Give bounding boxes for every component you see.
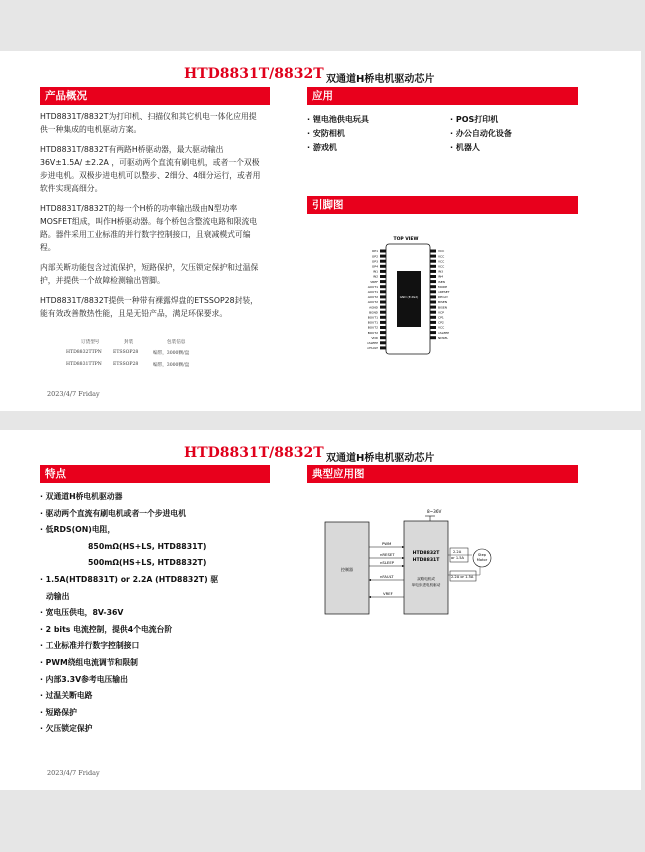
right-pin xyxy=(430,321,436,324)
feature-item: · 宽电压供电，8V-36V xyxy=(40,608,124,618)
left-pin xyxy=(380,301,386,304)
chip-line-2: HTD8831T xyxy=(412,558,440,563)
left-pin-label: OP4 xyxy=(371,264,378,269)
feature-item: · 过温关断电路 xyxy=(40,691,93,701)
right-pin-label: nSLEEP xyxy=(438,330,450,335)
right-pin xyxy=(430,255,436,258)
signal-vref-label: VREF xyxy=(383,591,393,596)
left-pin xyxy=(380,326,386,329)
overview-paragraph: HTD8831T/8832T有两路H桥驱动器，最大驱动输出36V±1.5A/ ±2.2A ，可驱动两个直流有刷电机，或者一个双极步进电机。双极步进电机可以整步、2细分、4细分运行，或者用软件实现高细分。 xyxy=(40,145,261,193)
right-pin xyxy=(430,316,436,319)
left-pin xyxy=(380,316,386,319)
overview-paragraph: HTD8831T/8832T提供一种带有裸露焊盘的ETSSOP28封装，能有效改善散热性能，且是无铅产品，满足环保要求。 xyxy=(40,296,258,318)
left-pin xyxy=(380,265,386,268)
right-pin-label: nRESET xyxy=(438,290,450,294)
right-pin xyxy=(430,290,436,293)
left-pin-label: IN2 xyxy=(372,274,378,279)
overview-text xyxy=(40,110,262,327)
typical-app-header: 典型应用图 xyxy=(307,465,578,483)
right-pin-label: VCC xyxy=(438,264,445,269)
order-header-package: 封装 xyxy=(124,340,134,345)
right-pin-label: BISEN xyxy=(438,305,447,310)
right-pin-label: BISEN xyxy=(438,300,447,305)
right-pin-label: VCC xyxy=(438,259,445,264)
left-pin xyxy=(380,280,386,283)
feature-item: 500mΩ(HS+LS, HTD8832T) xyxy=(88,558,207,568)
left-pin-label: BOUT2 xyxy=(367,330,378,335)
right-pin-label: IN3 xyxy=(438,269,444,274)
right-pin xyxy=(430,260,436,263)
features-header: 特点 xyxy=(40,465,270,483)
slide1-title-desc: 双通道H桥电机驱动芯片 xyxy=(326,74,435,85)
order-row-1-pack-info: 编带，3000颗/盘 xyxy=(153,351,190,356)
left-pin-label: BOUT1 xyxy=(367,315,378,320)
left-pin-label: OP3 xyxy=(371,259,378,264)
right-pin-group xyxy=(430,249,450,340)
typical-app-diagram xyxy=(320,505,500,620)
left-pin-label: AOUT1 xyxy=(367,284,378,289)
app-item: · 安防相机 xyxy=(307,129,345,138)
left-pin xyxy=(380,306,386,309)
right-pin xyxy=(430,280,436,283)
overview-paragraph: HTD8831T/8832T的每一个H桥的功率输出级由N型功率MOSFET组成，叫作H桥驱动器。每个桥包含整流电路和限流电路。器件采用工业标准的并行数字控制接口，且衰减模式可编程。 xyxy=(40,204,258,252)
slide2-title-part: HTD8831T/8832T xyxy=(184,445,324,461)
pinout-header: 引脚图 xyxy=(307,196,578,214)
app-item: · 办公自动化设备 xyxy=(450,129,512,138)
feature-item: 动输出 xyxy=(46,591,70,601)
right-pin-label: CP2 xyxy=(438,320,444,325)
left-pin-label: AGND xyxy=(369,305,378,310)
left-pin-label: VREF xyxy=(370,279,378,284)
feature-item: · 短路保护 xyxy=(40,707,77,717)
right-pin xyxy=(430,295,436,298)
order-row-2-package: ETSSOP28 xyxy=(113,362,139,367)
left-pin-label: BOUT2 xyxy=(367,325,378,330)
signal-nfault-label: nFAULT xyxy=(380,574,394,579)
right-pin xyxy=(430,275,436,278)
left-pin-label: BOUT1 xyxy=(367,320,378,325)
slide-2 xyxy=(0,430,641,790)
chip-line-1: HTD8832T xyxy=(412,551,440,556)
left-pin-label: AOUT2 xyxy=(367,300,378,305)
right-pin-label: VCP xyxy=(438,310,444,315)
left-pin xyxy=(380,321,386,324)
slide1-title-part: HTD8831T/8832T xyxy=(184,66,324,82)
pinout-view-label: TOP VIEW xyxy=(393,237,419,242)
left-pin xyxy=(380,255,386,258)
left-pin-label: IN1 xyxy=(372,269,378,274)
feature-item: · 欠压锁定保护 xyxy=(40,724,93,734)
feature-item: · 双通道H桥电机驱动器 xyxy=(40,492,123,501)
slide-1 xyxy=(0,51,641,411)
app-item: · 锂电池供电玩具 xyxy=(307,115,369,124)
order-header-pack-info: 包装信息 xyxy=(167,340,186,345)
right-pin xyxy=(430,331,436,334)
right-pin xyxy=(430,326,436,329)
order-row-1-model: HTD8832TTPN xyxy=(66,350,102,355)
right-pin xyxy=(430,265,436,268)
app-item: · 游戏机 xyxy=(307,143,337,152)
left-pin-label: OP1 xyxy=(371,249,378,254)
feature-item: 850mΩ(HS+LS, HTD8831T) xyxy=(88,541,207,551)
left-pin xyxy=(380,275,386,278)
feature-item: · 工业标准并行数字控制接口 xyxy=(40,641,140,651)
left-pin xyxy=(380,346,386,349)
right-pin-label: CP1 xyxy=(438,315,444,320)
overview-paragraph: 内部关断功能包含过流保护，短路保护，欠压锁定保护和过温保护，并提供一个故障检测输出管脚。 xyxy=(40,263,259,285)
left-pin-label: BGND xyxy=(369,310,378,315)
order-row-2-model: HTD8831TTPN xyxy=(66,362,102,367)
left-pin-label: OP2 xyxy=(371,254,378,259)
right-pin xyxy=(430,250,436,253)
left-pin xyxy=(380,295,386,298)
right-pin xyxy=(430,301,436,304)
signal-nsleep-label: nSLEEP xyxy=(380,560,395,565)
app-item: · 机器人 xyxy=(450,143,480,152)
left-pin-label: AOUT1 xyxy=(367,290,378,294)
order-row-1-package: ETSSOP28 xyxy=(113,350,139,355)
left-pin-label: nFAULT xyxy=(367,346,378,351)
motor-line-1: Step xyxy=(477,553,487,557)
app-item: · POS打印机 xyxy=(450,115,499,124)
chip-desc-2: 单电步进电机驱动 xyxy=(411,583,441,587)
right-pin-label: VCC xyxy=(438,254,445,259)
feature-item: · 1.5A(HTD8831T) or 2.2A (HTD8832T) 驱 xyxy=(40,574,219,584)
overview-paragraph: HTD8831T/8832T为打印机、扫描仪和其它机电一体化应用提供一种集成的电机驱动方案。 xyxy=(40,112,257,134)
right-pin xyxy=(430,336,436,339)
left-pin xyxy=(380,260,386,263)
current-c: 2.2A or 1.5A xyxy=(451,575,474,579)
right-pin-label: VCC xyxy=(438,249,445,254)
feature-item: · 内部3.3V参考电压输出 xyxy=(40,674,128,684)
left-pin-label: VDD xyxy=(371,335,378,340)
signal-pwm-label: PWM xyxy=(382,541,392,546)
right-pin xyxy=(430,270,436,273)
left-pin-label: nSLEEP xyxy=(366,341,378,345)
driver-chip-box xyxy=(404,521,448,614)
feature-item: · 低RDS(ON)电阻， xyxy=(40,525,116,535)
right-pin-label: IN4 xyxy=(438,274,444,279)
left-pin xyxy=(380,270,386,273)
chip-epad xyxy=(397,271,421,327)
order-header-model: 订货型号 xyxy=(81,340,100,345)
supply-voltage: 8~36V xyxy=(427,509,442,514)
current-b: or 1.5A xyxy=(451,556,464,560)
order-row-2-pack-info: 编带，3000颗/盘 xyxy=(153,363,190,368)
left-pin xyxy=(380,331,386,334)
slide2-title-desc: 双通道H桥电机驱动芯片 xyxy=(326,453,435,464)
left-pin-label: AOUT2 xyxy=(367,295,378,300)
apps-header: 应用 xyxy=(307,87,578,105)
apps-col-2 xyxy=(450,113,512,155)
motor-line-2: Motor xyxy=(476,558,488,562)
left-pin xyxy=(380,336,386,339)
features-list xyxy=(40,489,218,738)
apps-col-1 xyxy=(307,113,369,155)
left-pin xyxy=(380,285,386,288)
signal-nreset-label: nRESET xyxy=(380,552,395,557)
controller-label: 控制器 xyxy=(341,567,353,572)
feature-item: · PWM绕组电流调节和限制 xyxy=(40,657,138,667)
right-pin-label: ISEN xyxy=(438,279,445,284)
chip-epad-label: GND (E-Pad) xyxy=(399,295,419,299)
left-pin xyxy=(380,341,386,344)
feature-item: · 驱动两个直流有刷电机或者一个步进电机 xyxy=(40,508,187,518)
right-pin-label: DECAY xyxy=(438,295,448,300)
right-pin-label: MODE xyxy=(438,284,448,289)
left-pin xyxy=(380,311,386,314)
right-pin xyxy=(430,306,436,309)
left-pin xyxy=(380,290,386,293)
right-pin-label: NDSEL xyxy=(438,335,449,340)
chip-desc-1: 双路电机或 xyxy=(417,577,435,581)
feature-item: · 2 bits 电流控制，提供4个电流台阶 xyxy=(40,624,173,634)
right-pin xyxy=(430,311,436,314)
slide2-date: 2023/4/7 Friday xyxy=(47,769,100,777)
right-pin-label: VCC xyxy=(438,325,445,330)
slide1-date: 2023/4/7 Friday xyxy=(47,390,100,398)
overview-header: 产品概况 xyxy=(40,87,270,105)
left-pin xyxy=(380,250,386,253)
current-a: 2.2A xyxy=(453,550,462,554)
pinout-diagram xyxy=(350,231,480,356)
right-pin xyxy=(430,285,436,288)
left-pin-group xyxy=(367,249,386,350)
